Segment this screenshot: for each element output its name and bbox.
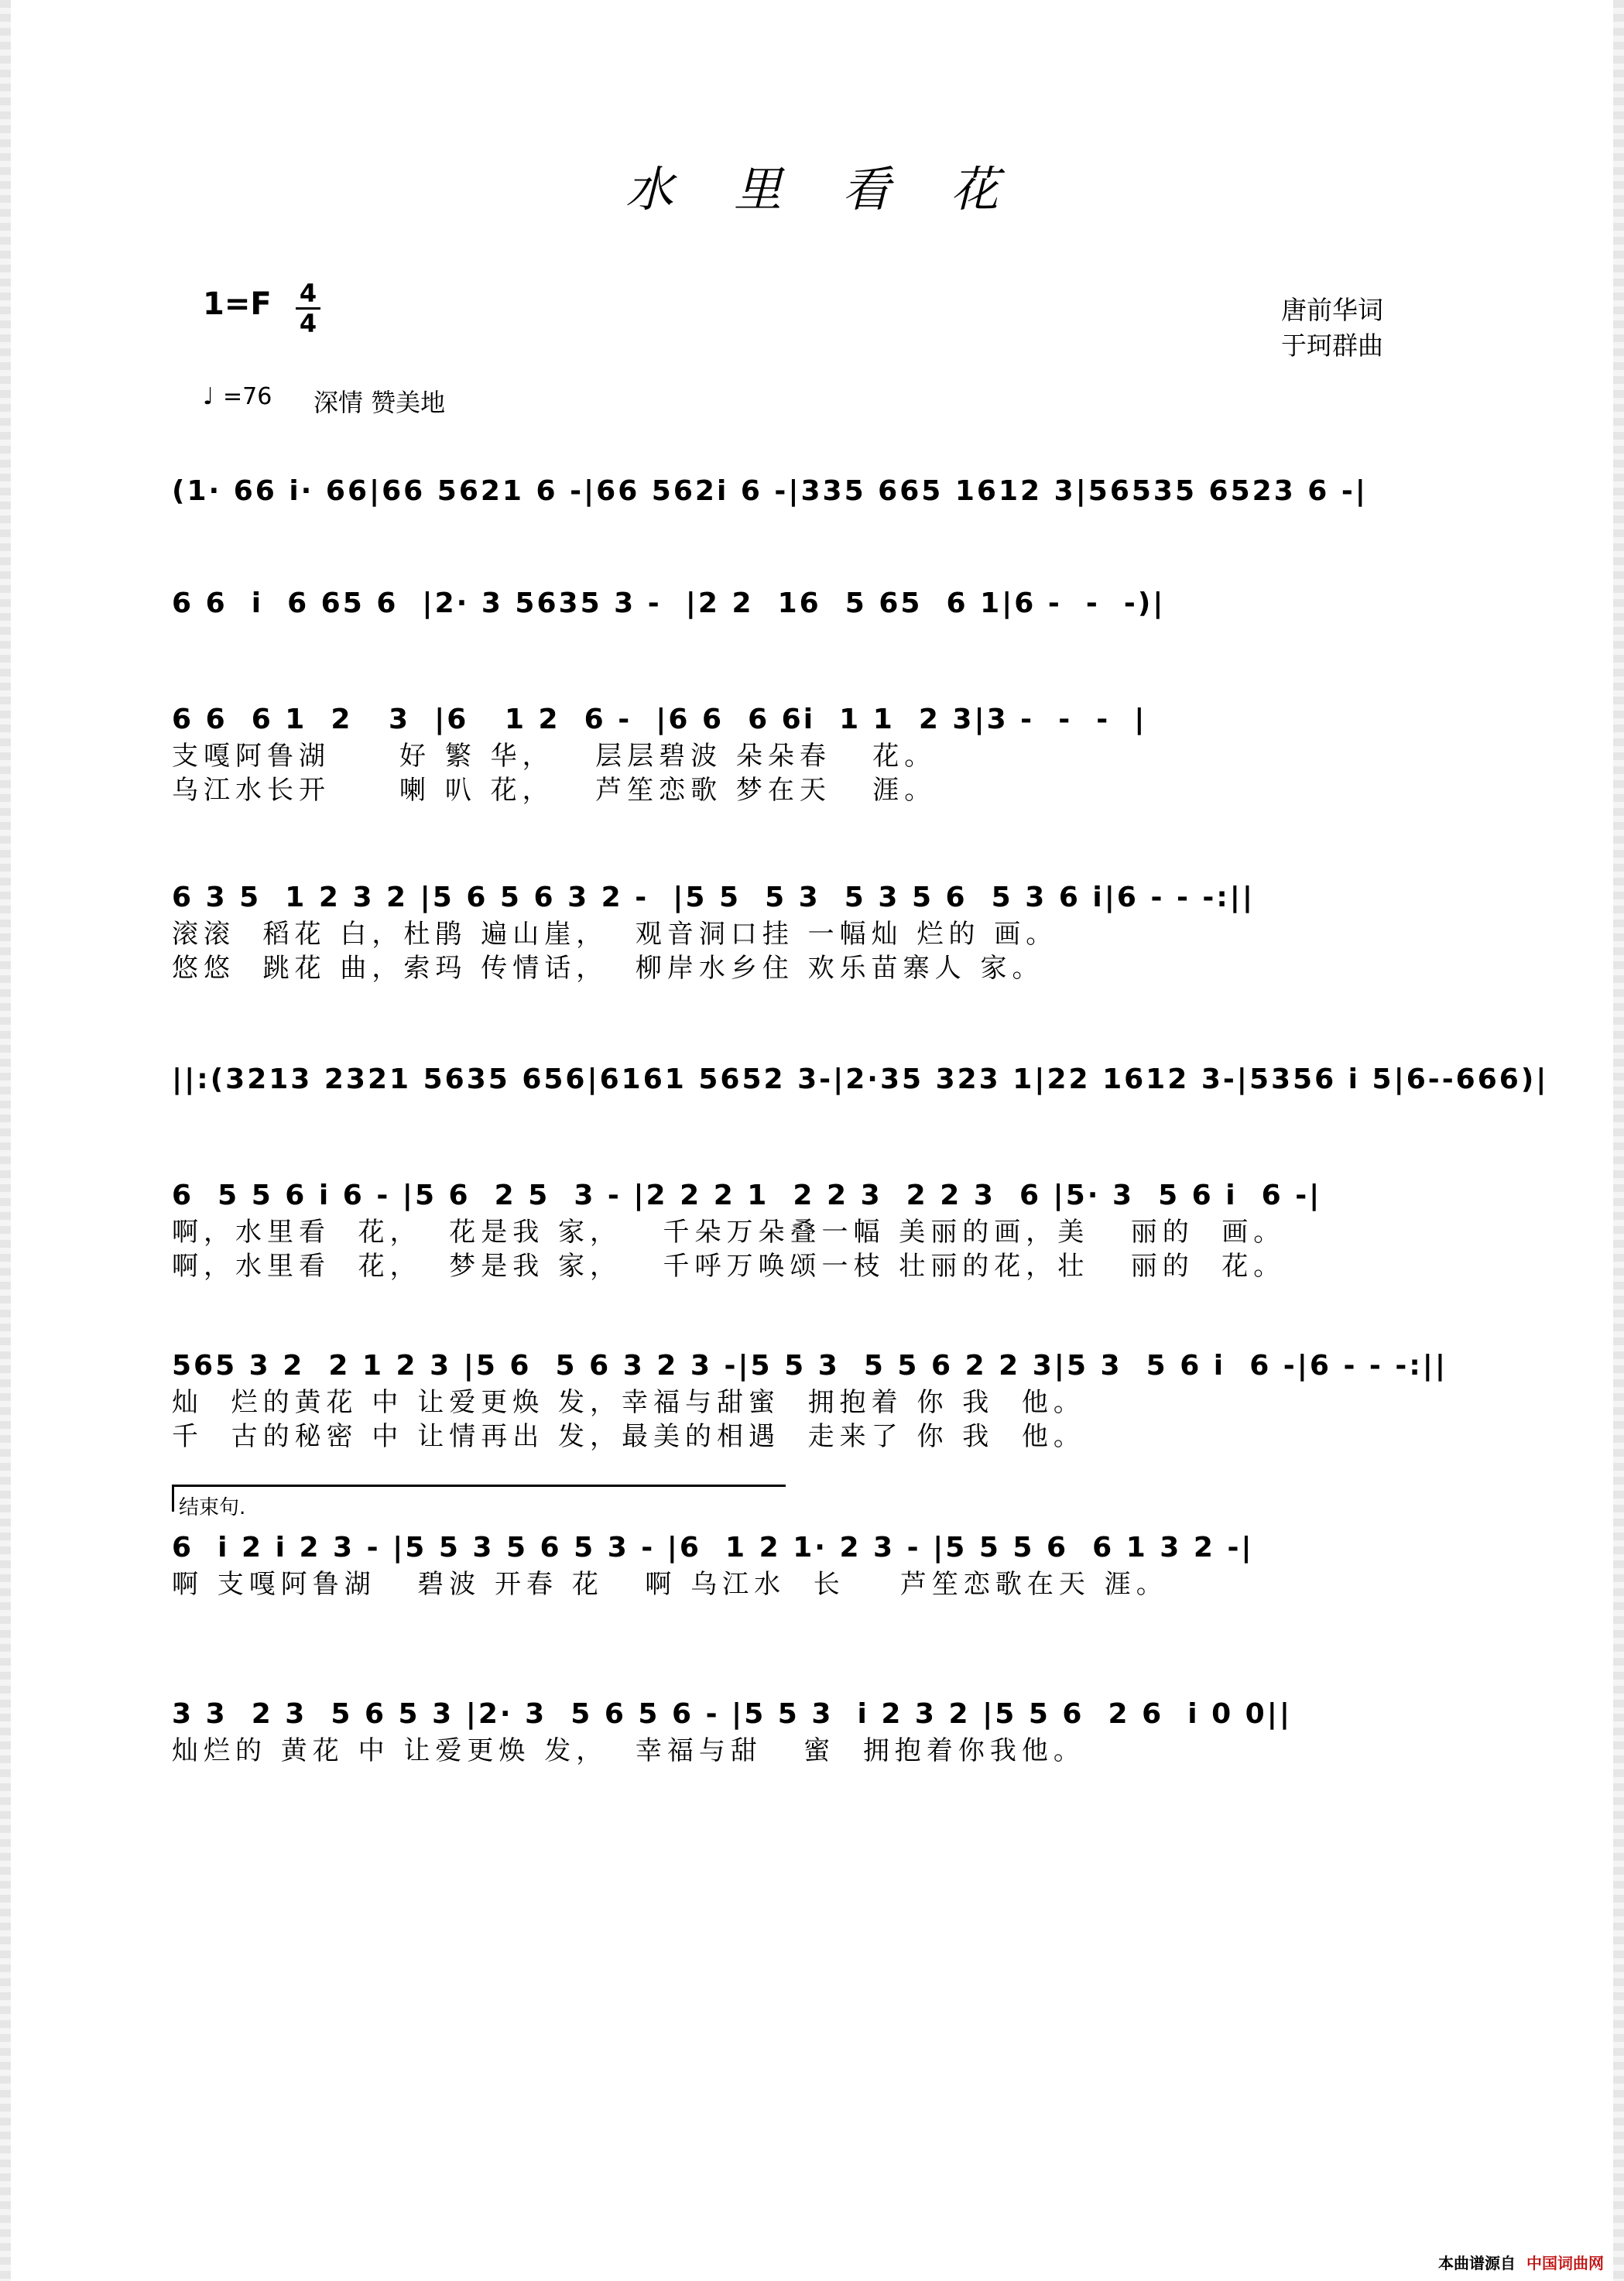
quarter-note-icon: ♩ xyxy=(203,383,214,410)
ending-bracket xyxy=(172,1485,786,1519)
time-signature-top: 4 xyxy=(299,279,317,308)
system-4-lyric-1: 滚滚 稻花 白，杜鹃 遍山崖， 观音洞口挂 一幅灿 烂的 画。 xyxy=(172,919,1058,950)
system-8 xyxy=(172,1529,1455,1601)
footer-brand-link[interactable]: 中国词曲网 xyxy=(1526,2254,1604,2272)
system-6-notes: 6 5 5 6 i 6 - |5 6 2 5 3 - |2 2 2 1 2 2 3 2 2 3 6 |5· 3 5 6 i 6 -| xyxy=(172,1180,1322,1211)
right-edge-strip xyxy=(1613,0,1624,2281)
system-3-lyric-1: 支嘎阿鲁湖 好 繁 华， 层层碧波 朵朵春 花。 xyxy=(172,741,937,772)
system-6-lyric-2: 啊，水里看 花， 梦是我 家， 千呼万唤颂一枝 壮丽的花，壮 丽的 花。 xyxy=(172,1251,1286,1282)
tempo-value: =76 xyxy=(223,383,272,410)
system-3-notes: 6 6 6 1 2 3 |6 1 2 6 - |6 6 6 6i 1 1 2 3|3 - - - | xyxy=(172,704,1147,735)
system-7-lyric-1: 灿 烂的黄花 中 让爱更焕 发，幸福与甜蜜 拥抱着 你 我 他。 xyxy=(172,1387,1085,1418)
left-edge-strip xyxy=(0,0,11,2281)
footer-source xyxy=(1438,2251,1604,2273)
system-6-lyric-1: 啊，水里看 花， 花是我 家， 千朵万朵叠一幅 美丽的画，美 丽的 画。 xyxy=(172,1217,1286,1248)
time-signature-bottom: 4 xyxy=(299,309,317,338)
time-signature xyxy=(293,280,324,337)
system-3 xyxy=(172,700,1455,807)
system-1-notes: (1· 66 i· 66|66 5621 6 -|66 562i 6 -|335 665 1612 3|56535 6523 6 -| xyxy=(172,475,1368,507)
system-9-lyric-1: 灿烂的 黄花 中 让爱更焕 发， 幸福与甜 蜜 拥抱着你我他。 xyxy=(172,1735,1085,1766)
song-title: 水里看花 xyxy=(625,161,1059,217)
key-signature: 1=F xyxy=(203,286,272,322)
system-4 xyxy=(172,878,1455,985)
system-5 xyxy=(172,1060,1549,1099)
system-7-notes: 565 3 2 2 1 2 3 |5 6 5 6 3 2 3 -|5 5 3 5 5 6 2 2 3|5 3 5 6 i 6 -|6 - - -:|| xyxy=(172,1350,1448,1382)
system-2 xyxy=(172,584,1455,623)
system-7-lyric-2: 千 古的秘密 中 让情再出 发，最美的相遇 走来了 你 我 他。 xyxy=(172,1421,1085,1452)
system-5-notes: ||:(3213 2321 5635 656|6161 5652 3-|2·35 323 1|22 1612 3-|5356 i 5|6--666)| xyxy=(172,1063,1549,1095)
system-3-lyric-2: 乌江水长开 喇 叭 花， 芦笙恋歌 梦在天 涯。 xyxy=(172,775,937,806)
ending-label: 结束句. xyxy=(179,1496,246,1519)
system-6 xyxy=(172,1176,1455,1283)
system-7 xyxy=(172,1347,1455,1454)
composer: 于珂群曲 xyxy=(1281,331,1383,361)
system-8-notes: 6 i 2 i 2 3 - |5 5 3 5 6 5 3 - |6 1 2 1· 2 3 - |5 5 5 6 6 1 3 2 -| xyxy=(172,1532,1254,1563)
tempo-marking xyxy=(203,383,272,410)
system-8-lyric-1: 啊 支嘎阿鲁湖 碧波 开春 花 啊 乌江水 长 芦笙恋歌在天 涯。 xyxy=(172,1569,1168,1600)
system-4-lyric-2: 悠悠 跳花 曲，索玛 传情话， 柳岸水乡住 欢乐苗寨人 家。 xyxy=(172,953,1044,984)
credits xyxy=(1281,293,1383,364)
system-2-notes: 6 6 i 6 65 6 |2· 3 5635 3 - |2 2 16 5 65 6 1|6 - - -)| xyxy=(172,587,1166,619)
lyricist: 唐前华词 xyxy=(1281,295,1383,325)
expression-marking: 深情 赞美地 xyxy=(313,388,446,417)
system-9 xyxy=(172,1695,1455,1768)
system-9-notes: 3 3 2 3 5 6 5 3 |2· 3 5 6 5 6 - |5 5 3 i 2 3 2 |5 5 6 2 6 i 0 0|| xyxy=(172,1698,1293,1730)
system-1 xyxy=(172,472,1455,511)
footer-source-text: 本曲谱源自 xyxy=(1438,2254,1516,2272)
system-4-notes: 6 3 5 1 2 3 2 |5 6 5 6 3 2 - |5 5 5 3 5 3 5 6 5 3 6 i|6 - - -:|| xyxy=(172,882,1256,913)
